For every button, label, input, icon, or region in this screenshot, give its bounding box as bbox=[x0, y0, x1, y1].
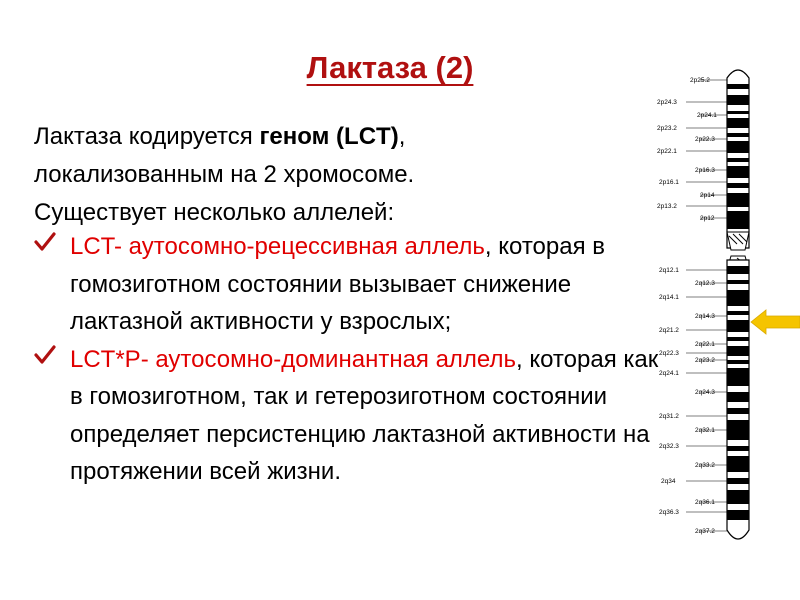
chromosome-2-ideogram bbox=[652, 62, 800, 550]
band-label: 2p23.2 bbox=[657, 125, 677, 132]
list-item bbox=[34, 341, 659, 491]
band-label: 2q12.1 bbox=[659, 267, 679, 274]
band-label: 2p22.1 bbox=[657, 148, 677, 155]
checkmark-icon bbox=[34, 231, 56, 253]
gene-name: геном (LCT) bbox=[259, 123, 399, 150]
band-label: 2q22.3 bbox=[659, 350, 679, 357]
allele-description: , которая в гомозиготном состоянии вызывает снижение лактазной активности у взрослых; bbox=[70, 233, 605, 335]
intro-line-3: Существует несколько аллелей: bbox=[34, 199, 395, 226]
q-arm-bands bbox=[727, 266, 749, 520]
band-label: 2q14.1 bbox=[659, 294, 679, 301]
band-label: 2p14 bbox=[700, 192, 715, 199]
band-label: 2q33.2 bbox=[695, 462, 715, 469]
intro-text bbox=[34, 118, 654, 232]
band-label: 2p13.2 bbox=[657, 203, 677, 210]
intro-line-1: Лактаза кодируется геном (LCT), bbox=[34, 123, 406, 150]
band-label: 2q21.2 bbox=[659, 327, 679, 334]
band-label: 2q36.1 bbox=[695, 499, 715, 506]
allele-name: LCT- аутосомно-рецессивная аллель bbox=[70, 233, 485, 260]
band-label: 2q37.2 bbox=[695, 528, 715, 535]
band-label: 2q14.3 bbox=[695, 313, 715, 320]
band-label: 2p16.1 bbox=[659, 179, 679, 186]
band-label: 2p22.3 bbox=[695, 136, 715, 143]
list-item bbox=[34, 228, 659, 341]
band-label: 2q24.1 bbox=[659, 370, 679, 377]
lct-locus-arrow-icon bbox=[751, 310, 800, 334]
allele-name: LCT*P- аутосомно-доминантная аллель bbox=[70, 345, 516, 373]
band-label: 2q12.3 bbox=[695, 280, 715, 287]
band-labels bbox=[657, 77, 717, 535]
checkmark-icon bbox=[34, 344, 56, 366]
band-label: 2q22.1 bbox=[695, 341, 715, 348]
band-label: 2q34 bbox=[661, 478, 676, 485]
band-label: 2p24.1 bbox=[697, 112, 717, 119]
band-label: 2q24.3 bbox=[695, 389, 715, 396]
band-label: 2p12 bbox=[700, 215, 715, 222]
band-label: 2q23.2 bbox=[695, 357, 715, 364]
band-label: 2p24.3 bbox=[657, 99, 677, 106]
allele-list bbox=[34, 228, 659, 491]
band-label: 2p25.2 bbox=[690, 77, 710, 84]
intro-line-2: локализованным на 2 хромосоме. bbox=[34, 161, 415, 188]
band-label: 2q32.3 bbox=[659, 443, 679, 450]
band-label: 2q36.3 bbox=[659, 509, 679, 516]
page-title: Лактаза (2) bbox=[306, 50, 474, 85]
band-label: 2q31.2 bbox=[659, 413, 679, 420]
allele-description: , которая как в гомозиготном, так и гетерозиготном состоянии определяет персистенцию лактазной активности на протяжении всей жизни. bbox=[70, 345, 659, 485]
band-label: 2p16.3 bbox=[695, 167, 715, 174]
band-label: 2q32.1 bbox=[695, 427, 715, 434]
